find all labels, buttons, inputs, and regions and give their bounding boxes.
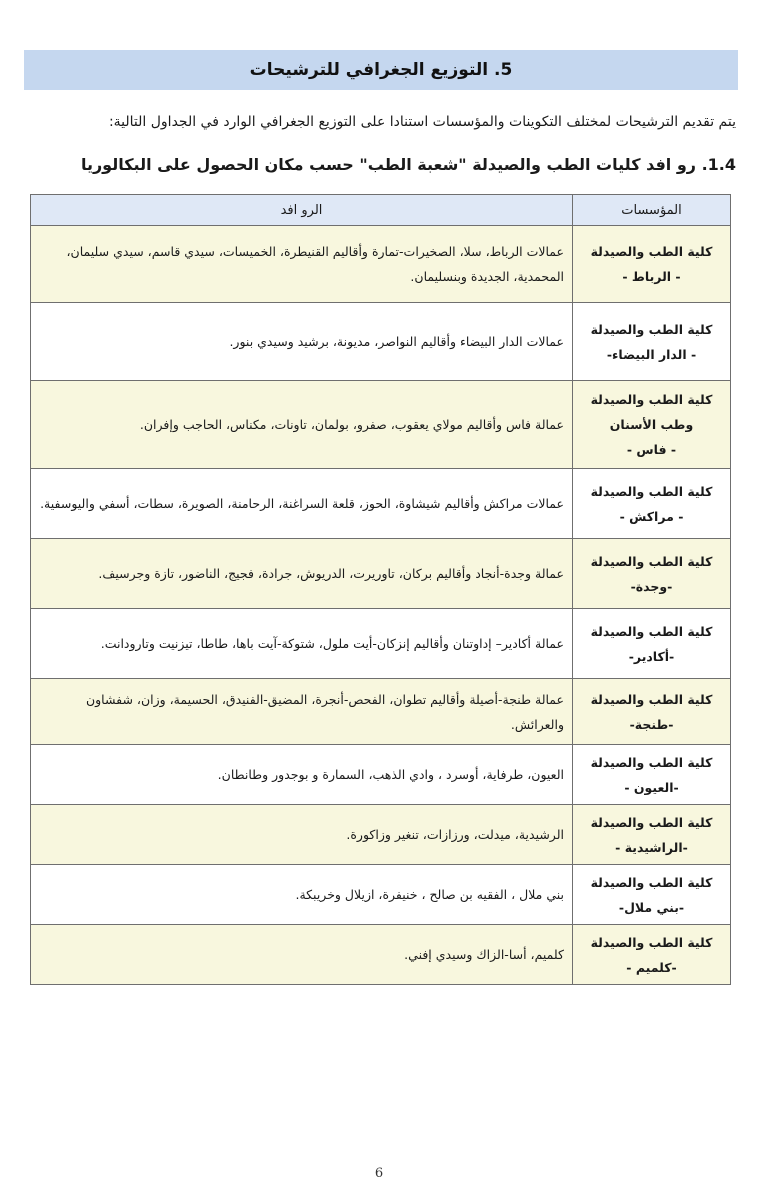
feeders-cell: عمالة وجدة-أنجاد وأقاليم بركان، تاوريرت، الدريوش، جرادة، فجيج، الناضور، تازة وجرسيف. bbox=[31, 539, 573, 609]
table-row bbox=[31, 745, 731, 805]
institution-cell bbox=[573, 865, 731, 925]
institution-cell bbox=[573, 226, 731, 303]
institution-name-line: كلية الطب والصيدلة bbox=[590, 934, 713, 950]
institution-cell bbox=[573, 469, 731, 539]
header-institutions: المؤسسات bbox=[573, 195, 731, 226]
institution-name-line: -طنجة- bbox=[629, 716, 674, 732]
section-header bbox=[24, 50, 738, 90]
institution-name-line: كلية الطب والصيدلة bbox=[590, 392, 713, 407]
intro-paragraph: يتم تقديم الترشيحات لمختلف التكوينات والمؤسسات استنادا على التوزيع الجغرافي الوارد في الجداول التالية: bbox=[108, 114, 736, 130]
table-row bbox=[31, 679, 731, 745]
feeders-cell: عمالة فاس وأقاليم مولاي يعقوب، صفرو، بولمان، تاونات، مكناس، الحاجب وإفران. bbox=[31, 381, 573, 469]
table-row bbox=[31, 609, 731, 679]
feeders-cell: بني ملال ، الفقيه بن صالح ، خنيفرة، ازيلال وخريبكة. bbox=[31, 865, 573, 925]
feeders-cell: كلميم، أسا-الزاك وسيدي إفني. bbox=[31, 925, 573, 985]
table-row bbox=[31, 865, 731, 925]
institution-name-line: -العيون - bbox=[624, 779, 679, 795]
table-row bbox=[31, 925, 731, 985]
feeders-cell: عمالات الرباط، سلا، الصخيرات-تمارة وأقاليم القنيطرة، الخميسات، سيدي قاسم، سيدي سليمان، المحمدية، الجديدة وبنسليمان. bbox=[31, 226, 573, 303]
institution-name-line: كلية الطب والصيدلة bbox=[590, 244, 713, 259]
institution-name-line: وطب الأسنان bbox=[609, 417, 694, 432]
table-row bbox=[31, 381, 731, 469]
institution-cell bbox=[573, 745, 731, 805]
institution-cell bbox=[573, 805, 731, 865]
feeders-cell: عمالة طنجة-أصيلة وأقاليم تطوان، الفحص-أنجرة، المضيق-الفنيدق، الحسيمة، وزان، شفشاون والعرائش. bbox=[31, 679, 573, 745]
institution-name-line: - مراكش - bbox=[619, 508, 684, 524]
institution-name-line: -أكادير- bbox=[628, 648, 675, 664]
feeders-cell: عمالات مراكش وأقاليم شيشاوة، الحوز، قلعة السراغنة، الرحامنة، الصويرة، سطات، أسفي واليوسفية. bbox=[31, 469, 573, 539]
header-feeders: الرو افد bbox=[31, 195, 573, 226]
institution-name-line: - فاس - bbox=[626, 442, 677, 457]
feeders-cell: عمالة أكادير– إداوتنان وأقاليم إنزكان-أيت ملول، شتوكة-آيت باها، طاطا، تيزنيت وتارودانت. bbox=[31, 609, 573, 679]
institution-cell bbox=[573, 679, 731, 745]
feeders-table bbox=[30, 194, 731, 985]
institution-cell bbox=[573, 609, 731, 679]
subsection-title: 1.4. رو افد كليات الطب والصيدلة "شعبة الطب" حسب مكان الحصول على البكالوريا bbox=[80, 155, 736, 174]
feeders-cell: عمالات الدار البيضاء وأقاليم النواصر، مديونة، برشيد وسيدي بنور. bbox=[31, 303, 573, 381]
institution-name-line: -بني ملال- bbox=[618, 899, 685, 915]
table-body bbox=[31, 226, 731, 985]
institution-name-line: كلية الطب والصيدلة bbox=[590, 874, 713, 890]
institution-name-line: كلية الطب والصيدلة bbox=[590, 483, 713, 499]
institution-name-line: -كلميم - bbox=[626, 959, 677, 975]
section-title: 5. التوزيع الجغرافي للترشيحات bbox=[249, 60, 513, 80]
institution-name-line: -الراشيدية - bbox=[615, 839, 688, 855]
institution-cell bbox=[573, 925, 731, 985]
table-row bbox=[31, 805, 731, 865]
table-header-row bbox=[31, 195, 731, 226]
institution-cell bbox=[573, 381, 731, 469]
institution-name-line: - الدار البيضاء- bbox=[606, 346, 697, 362]
institution-name-line: كلية الطب والصيدلة bbox=[590, 814, 713, 830]
table-row bbox=[31, 226, 731, 303]
institution-cell bbox=[573, 539, 731, 609]
table-row bbox=[31, 539, 731, 609]
feeders-cell: الرشيدية، ميدلت، ورزازات، تنغير وزاكورة. bbox=[31, 805, 573, 865]
institution-name-line: كلية الطب والصيدلة bbox=[590, 553, 713, 569]
table-row bbox=[31, 303, 731, 381]
institution-name-line: كلية الطب والصيدلة bbox=[590, 691, 713, 707]
table-row bbox=[31, 469, 731, 539]
institution-name-line: كلية الطب والصيدلة bbox=[590, 623, 713, 639]
institution-cell bbox=[573, 303, 731, 381]
institution-name-line: -وجدة- bbox=[630, 578, 673, 594]
institution-name-line: كلية الطب والصيدلة bbox=[590, 321, 713, 337]
institution-name-line: - الرباط - bbox=[622, 269, 681, 284]
institution-name-line: كلية الطب والصيدلة bbox=[590, 754, 713, 770]
page-number: 6 bbox=[374, 1166, 384, 1181]
feeders-cell: العيون، طرفاية، أوسرد ، وادي الذهب، السمارة و بوجدور وطانطان. bbox=[31, 745, 573, 805]
